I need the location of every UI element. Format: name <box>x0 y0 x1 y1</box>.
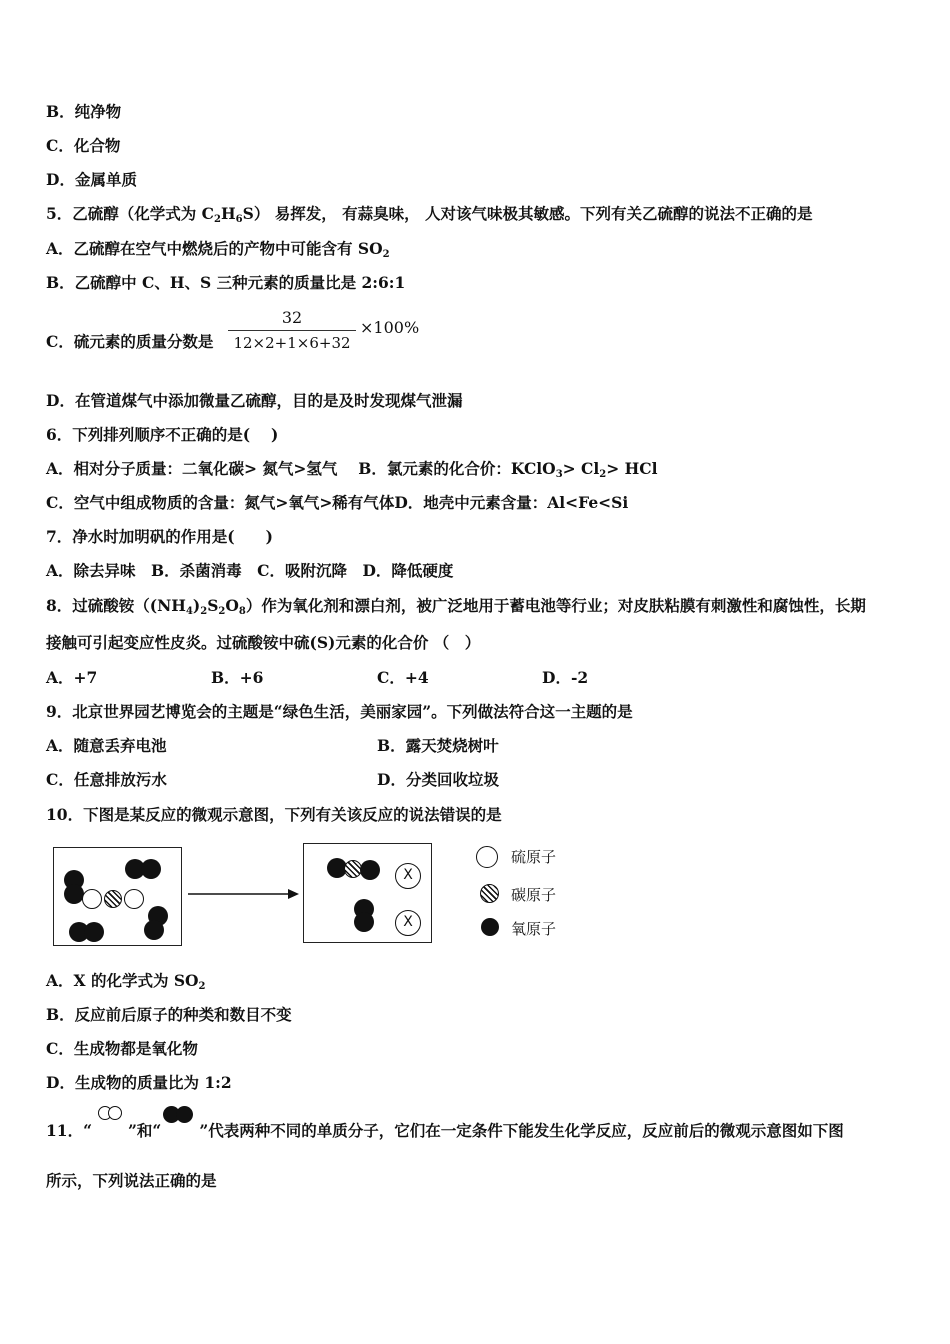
reaction-arrow <box>186 886 302 902</box>
q5-option-b: B．乙硫醇中 C、H、S 三种元素的质量比是 2:6:1 <box>46 273 406 292</box>
carbon-atom <box>104 890 122 908</box>
q6-options-ab: A．相对分子质量：二氧化碳> 氮气>氢气 B．氯元素的化合价：KClO$_3$> $Cl_2>$ HCl <box>46 459 658 480</box>
q9-stem: 9．北京世界园艺博览会的主题是“绿色生活，美丽家园”。下列做法符合这一主题的是 <box>46 702 633 721</box>
fraction-bar <box>228 330 356 331</box>
q5-option-d: D．在管道煤气中添加微量乙硫醇，目的是及时发现煤气泄漏 <box>46 391 463 410</box>
q10-option-a: A．X 的化学式为 $SO_2$ <box>46 971 206 992</box>
q5-option-a: A．乙硫醇在空气中燃烧后的产物中可能含有 $SO_2$ <box>46 239 390 260</box>
legend-oxygen-label: 氧原子 <box>511 920 557 938</box>
legend-carbon-icon <box>480 884 499 903</box>
q8-option-c: C．+4 <box>377 668 429 687</box>
oxygen-atom <box>141 859 161 879</box>
q10-option-c: C．生成物都是氧化物 <box>46 1039 198 1058</box>
q5-option-c: C．硫元素的质量分数是 <box>46 332 214 351</box>
q8-option-d: D．-2 <box>542 668 589 687</box>
q11-stem-line2: 所示，下列说法正确的是 <box>46 1171 217 1190</box>
q4-option-c: C．化合物 <box>46 136 121 155</box>
reactants-box <box>53 847 182 946</box>
oxygen-atom <box>64 884 84 904</box>
sulfur-atom <box>124 889 144 909</box>
legend-carbon-label: 碳原子 <box>511 886 557 904</box>
q5-stem: 5．乙硫醇（化学式为 $C_2H_6S$） 易挥发， 有蒜臭味， 人对该气味极其敏感。下列有关乙硫醇的说法不正确的是 <box>46 204 813 225</box>
products-box <box>303 843 432 943</box>
q9-option-c: C．任意排放污水 <box>46 770 167 789</box>
q9-option-d: D．分类回收垃圾 <box>377 770 499 789</box>
q6-options-cd: C．空气中组成物质的含量：氮气>氧气>稀有气体D．地壳中元素含量：Al<Fe<Si <box>46 493 629 512</box>
fraction-numerator: 32 <box>281 308 303 327</box>
legend-sulfur-icon <box>476 846 498 868</box>
q10-option-d: D．生成物的质量比为 1:2 <box>46 1073 232 1092</box>
q4-option-b: B．纯净物 <box>46 102 122 121</box>
q7-options: A．除去异味 B．杀菌消毒 C．吸附沉降 D．降低硬度 <box>46 561 454 580</box>
q8-option-b: B．+6 <box>211 668 264 687</box>
q9-option-b: B．露天焚烧树叶 <box>377 736 499 755</box>
oxygen-atom <box>84 922 104 942</box>
q7-stem: 7．净水时加明矾的作用是( ) <box>46 527 273 546</box>
black-atom <box>176 1106 193 1123</box>
oxygen-atom <box>360 860 380 880</box>
q8-option-a: A．+7 <box>46 668 98 687</box>
oxygen-atom <box>354 912 374 932</box>
fraction-percent: ×100% <box>360 318 420 337</box>
q11-stem: 11．“ ”和“ ”代表两种不同的单质分子，它们在一定条件下能发生化学反应，反应前后的微观示意图如下图 <box>46 1121 844 1140</box>
white-atom <box>108 1106 122 1120</box>
q9-option-a: A．随意丢弃电池 <box>46 736 167 755</box>
sulfur-atom <box>82 889 102 909</box>
x-molecule: X <box>395 863 421 889</box>
q6-stem: 6．下列排列顺序不正确的是( ) <box>46 425 279 444</box>
legend-sulfur-label: 硫原子 <box>511 848 557 866</box>
q8-stem-line2: 接触可引起变应性皮炎。过硫酸铵中硫(S)元素的化合价 （ ） <box>46 633 481 652</box>
oxygen-atom <box>144 920 164 940</box>
q10-option-b: B．反应前后原子的种类和数目不变 <box>46 1005 292 1024</box>
white-molecule-icon <box>98 1106 124 1120</box>
sulfur-fraction-formula <box>228 308 418 354</box>
x-molecule: X <box>395 910 421 936</box>
q4-option-d: D．金属单质 <box>46 170 137 189</box>
fraction-denominator: 12×2+1×6+32 <box>233 334 351 352</box>
q10-stem: 10．下图是某反应的微观示意图，下列有关该反应的说法错误的是 <box>46 805 502 824</box>
q8-stem: 8．过硫酸铵$((NH_4)_2S_2O_8)$作为氧化剂和漂白剂，被广泛地用于蓄电池等行业；对皮肤粘膜有刺激性和腐蚀性，长期 <box>46 596 866 617</box>
black-molecule-icon <box>163 1106 195 1124</box>
legend-oxygen-icon <box>481 918 499 936</box>
